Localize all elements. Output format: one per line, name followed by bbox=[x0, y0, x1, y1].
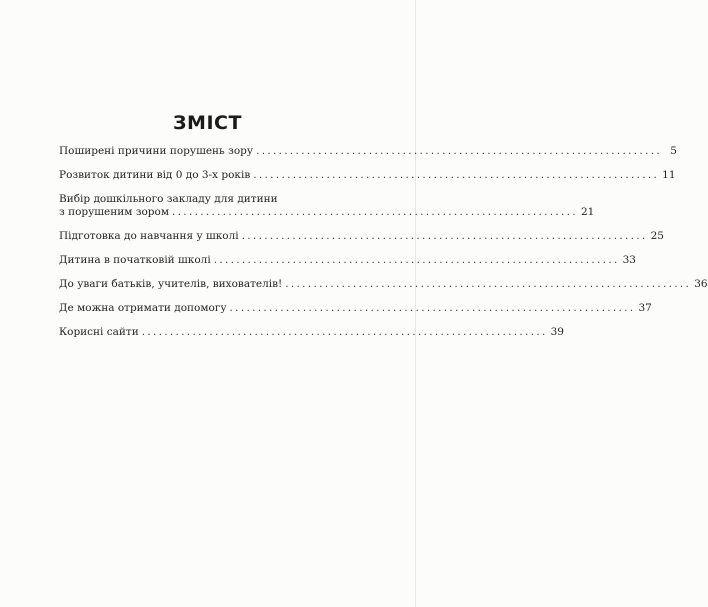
toc-entry[interactable] bbox=[59, 302, 652, 315]
toc-entry-title: Поширені причини порушень зору bbox=[59, 145, 254, 157]
toc-dot-leader: ........................................................................ bbox=[229, 302, 636, 314]
toc-dot-leader: ........................................................................ bbox=[141, 326, 548, 338]
toc-entry-title: Де можна отримати допомогу bbox=[59, 302, 227, 314]
toc-dot-leader: ........................................................................ bbox=[241, 230, 648, 242]
toc-entry[interactable] bbox=[59, 193, 595, 219]
toc-heading: ЗМІСТ bbox=[173, 112, 242, 134]
toc-entry-title: До уваги батьків, учителів, вихователів! bbox=[59, 278, 283, 290]
toc-entry-title: Вибір дошкільного закладу для дитини bbox=[59, 193, 278, 205]
toc-page-number: 21 bbox=[580, 206, 595, 218]
toc-page-number: 36 bbox=[694, 278, 708, 290]
toc-dot-leader: ........................................................................ bbox=[213, 254, 620, 266]
toc-entry-title: Розвиток дитини від 0 до 3-х років bbox=[59, 169, 251, 181]
toc-entry[interactable] bbox=[59, 278, 708, 291]
toc-entry-title: Підготовка до навчання у школі bbox=[59, 230, 239, 242]
toc-entry[interactable] bbox=[59, 145, 677, 158]
toc-entry-title: Дитина в початковій школі bbox=[59, 254, 211, 266]
toc-dot-leader: ........................................................................ bbox=[256, 145, 662, 157]
toc-dot-leader: ........................................................................ bbox=[172, 206, 578, 218]
toc-entry[interactable] bbox=[59, 254, 636, 267]
toc-dot-leader: ........................................................................ bbox=[285, 278, 692, 290]
table-of-contents bbox=[59, 145, 708, 339]
toc-page-number: 11 bbox=[662, 169, 676, 181]
toc-dot-leader: ........................................................................ bbox=[253, 169, 660, 181]
toc-entry-title: Корисні сайти bbox=[59, 326, 139, 338]
toc-page-number: 5 bbox=[670, 145, 677, 157]
toc-entry[interactable] bbox=[59, 169, 676, 182]
toc-page-number: 25 bbox=[650, 230, 664, 242]
toc-page-number: 39 bbox=[550, 326, 564, 338]
toc-page-number: 33 bbox=[622, 254, 636, 266]
toc-page-number: 37 bbox=[638, 302, 652, 314]
toc-entry[interactable] bbox=[59, 230, 664, 243]
toc-entry[interactable] bbox=[59, 326, 564, 339]
toc-entry-title-continued: з порушеним зором bbox=[59, 206, 170, 218]
